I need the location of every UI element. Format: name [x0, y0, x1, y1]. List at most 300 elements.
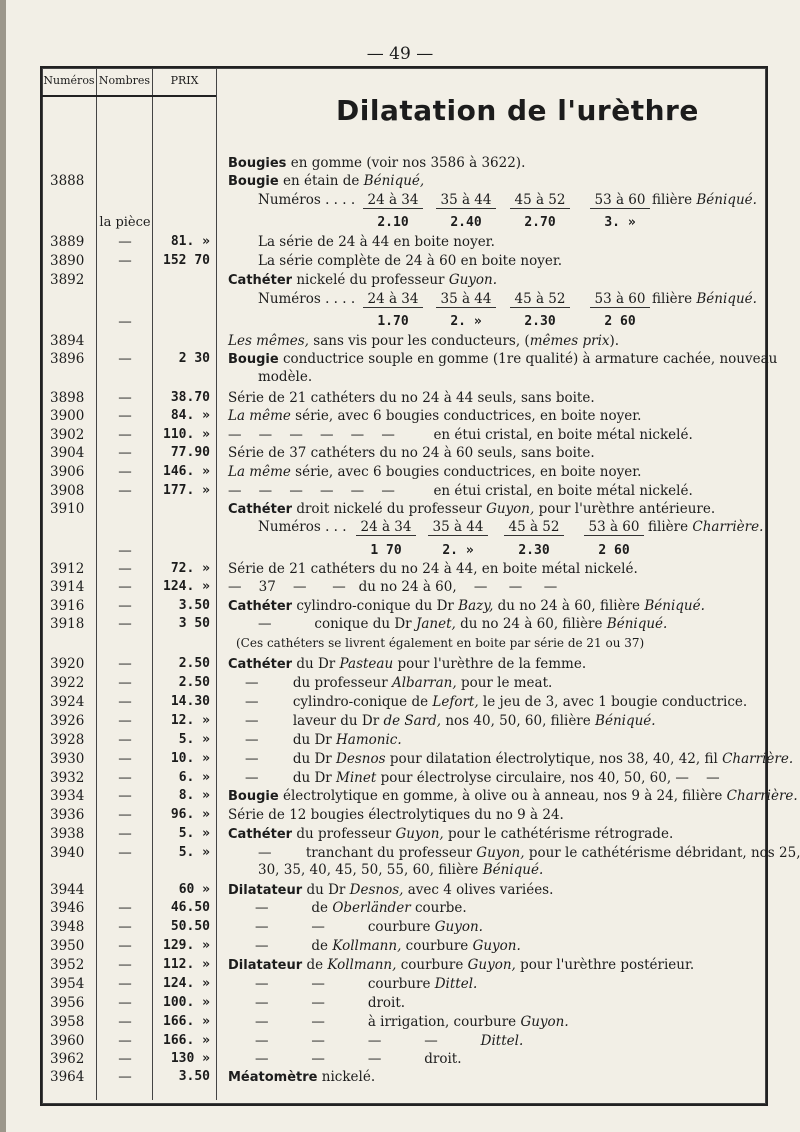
item-text: — — droit. [255, 995, 406, 1011]
item-text: modèle. [258, 369, 313, 385]
item-text: avec 4 olives variées. [403, 882, 554, 898]
item-italic: Hamonic. [336, 732, 402, 748]
item-price: 77.90 [170, 445, 210, 460]
size-col: 35 à 44 [436, 192, 496, 209]
size-price: 2. » [442, 543, 474, 558]
price-row [0, 314, 800, 332]
size-price: 1 70 [370, 543, 402, 558]
item-text: nickelé du professeur [292, 272, 449, 288]
item-number: 3946 [50, 900, 85, 916]
table-row [0, 862, 800, 880]
size-col: 45 à 52 [510, 291, 570, 308]
item-text: du professeur [292, 826, 396, 842]
item-count: — [118, 543, 132, 559]
table-row [0, 351, 800, 369]
item-price: 110. » [163, 427, 210, 442]
item-number: 3900 [50, 408, 85, 424]
item-number: 3940 [50, 845, 85, 861]
item-count: — [118, 1014, 132, 1030]
item-number: 3918 [50, 616, 85, 632]
item-text: du no 24 à 60, filière [455, 616, 607, 632]
size-col: 35 à 44 [428, 519, 488, 536]
item-text: en gomme (voir nos 3586 à 3622). [286, 155, 526, 171]
item-number: 3902 [50, 427, 85, 443]
size-tail: filière Charrière. [648, 519, 764, 535]
item-price: 177. » [163, 483, 210, 498]
item-count: — [118, 826, 132, 842]
table-row [0, 483, 800, 501]
size-price: 2.30 [518, 543, 550, 558]
item-count: — [118, 770, 132, 786]
item-text: courbure [401, 938, 473, 954]
item-name: Bougie [228, 789, 279, 804]
item-name: Cathéter [228, 827, 293, 842]
item-text: droit nickelé du professeur [292, 501, 487, 517]
item-price: 10. » [170, 751, 210, 766]
item-number: 3904 [50, 445, 85, 461]
item-text: pour électrolyse circulaire, nos 40, 50, 60, — — [376, 770, 720, 786]
item-name: Cathéter [228, 599, 293, 614]
item-price: 84. » [170, 408, 210, 423]
table-row [0, 656, 800, 674]
table-row [0, 501, 800, 519]
item-count: — [118, 995, 132, 1011]
item-price: 166. » [163, 1014, 210, 1029]
item-italic: Guyon. [472, 938, 521, 954]
size-price: 2.10 [377, 215, 409, 230]
item-name: Bougie [228, 352, 279, 367]
item-name: Cathéter [228, 657, 293, 672]
item-name: Bougie [228, 174, 279, 189]
item-text: — tranchant du professeur [258, 845, 477, 861]
item-count: — [118, 694, 132, 710]
item-number: 3962 [50, 1051, 85, 1067]
item-number: 3934 [50, 788, 85, 804]
item-text: — conique du Dr [258, 616, 416, 632]
size-col: 24 à 34 [363, 192, 423, 209]
item-text: — — — — [255, 1033, 481, 1049]
item-italic: Guyon. [434, 919, 483, 935]
size-col: 24 à 34 [356, 519, 416, 536]
item-text: pour l'urèthre postérieur. [515, 957, 695, 973]
item-price: 130 » [170, 1051, 210, 1066]
item-price: 50.50 [170, 919, 210, 934]
item-count: — [118, 483, 132, 499]
table-row [0, 445, 800, 463]
item-text: — — courbure [255, 976, 435, 992]
item-text: ). [609, 333, 620, 349]
table-row [0, 900, 800, 918]
item-text: du no 24 à 60, filière [493, 598, 645, 614]
table-row [0, 807, 800, 825]
item-count: — [118, 675, 132, 691]
item-price: 2.50 [178, 675, 210, 690]
item-count: — [118, 713, 132, 729]
item-italic: La même [228, 464, 291, 480]
item-number: 3960 [50, 1033, 85, 1049]
item-name: Méatomètre [228, 1070, 318, 1085]
item-name: Cathéter [228, 273, 293, 288]
item-italic: La même [228, 408, 291, 424]
item-italic: Pasteau [339, 656, 394, 672]
item-number: 3964 [50, 1069, 85, 1085]
item-price: 12. » [170, 713, 210, 728]
item-number: 3948 [50, 919, 85, 935]
item-number: 3910 [50, 501, 85, 517]
size-col: 35 à 44 [436, 291, 496, 308]
item-price: 14.30 [170, 694, 210, 709]
table-row [0, 369, 800, 387]
item-price: 166. » [163, 1033, 210, 1048]
size-tail: filière Béniqué. [652, 192, 757, 208]
item-count: — [118, 900, 132, 916]
item-number: 3956 [50, 995, 85, 1011]
table-row [0, 919, 800, 937]
item-text: Série de 12 bougies électrolytiques du no 9 à 24. [228, 807, 564, 823]
item-italic: Guyon. [520, 1014, 569, 1030]
size-price: 2.30 [524, 314, 556, 329]
item-text: — — courbure [255, 919, 435, 935]
item-text: de [302, 957, 328, 973]
size-label: Numéros . . . [258, 519, 347, 535]
item-text: — du Dr [245, 732, 337, 748]
item-count: — [118, 408, 132, 424]
item-price: 2.50 [178, 656, 210, 671]
table-row [0, 732, 800, 750]
size-col: 45 à 52 [510, 192, 570, 209]
item-text: — du Dr [245, 751, 337, 767]
item-text: cylindro-conique du Dr [292, 598, 459, 614]
item-count: — [118, 445, 132, 461]
table-row [0, 579, 800, 597]
item-italic: Bazy, [458, 598, 494, 614]
item-text: — du Dr [245, 770, 337, 786]
item-name: Dilatateur [228, 883, 303, 898]
item-count: — [118, 427, 132, 443]
item-italic: Charrière. [722, 751, 794, 767]
item-count: — [118, 938, 132, 954]
item-number: 3889 [50, 234, 85, 250]
item-text: — de [255, 900, 333, 916]
item-italic: Les mêmes, [228, 333, 309, 349]
item-text: nos 40, 50, 60, filière [441, 713, 596, 729]
item-italic: Guyon, [395, 826, 444, 842]
item-price: 152 70 [163, 253, 210, 268]
item-text: — du professeur [245, 675, 392, 691]
item-price: 5. » [178, 845, 210, 860]
item-italic: Béniqué. [644, 598, 705, 614]
item-text: La série de 24 à 44 en boite noyer. [258, 234, 495, 250]
item-name: Dilatateur [228, 958, 303, 973]
table-row [0, 788, 800, 806]
item-price: 3 50 [178, 616, 210, 631]
item-count: — [118, 807, 132, 823]
item-text: Série de 21 cathéters du no 24 à 44, en boite métal nickelé. [228, 561, 638, 577]
item-italic: Guyon. [448, 272, 498, 288]
item-price: 124. » [163, 976, 210, 991]
header-numeros: Numéros [43, 74, 95, 87]
item-italic: Dittel. [480, 1033, 524, 1049]
item-price: 129. » [163, 938, 210, 953]
price-row [0, 543, 800, 561]
item-price: 5. » [178, 732, 210, 747]
item-italic: Lefort, [432, 694, 479, 710]
table-row [0, 1069, 800, 1087]
item-text: Série de 21 cathéters du no 24 à 44 seuls, sans boite. [228, 390, 595, 406]
item-count: — [118, 1033, 132, 1049]
price-row [0, 215, 800, 233]
table-row [0, 675, 800, 693]
item-text: — laveur du Dr [245, 713, 384, 729]
item-text: pour l'urèthre antérieure. [534, 501, 716, 517]
item-italic: Desnos, [349, 882, 404, 898]
item-price: 6. » [178, 770, 210, 785]
item-number: 3888 [50, 173, 85, 189]
size-row [0, 291, 800, 309]
table-row [0, 938, 800, 956]
item-text: nickelé. [317, 1069, 376, 1085]
item-count: — [118, 751, 132, 767]
item-text: pour le cathétérisme rétrograde. [443, 826, 674, 842]
item-text: pour l'urèthre de la femme. [393, 656, 587, 672]
item-number: 3930 [50, 751, 85, 767]
page-title: Dilatation de l'urèthre [336, 94, 699, 127]
item-number: 3922 [50, 675, 85, 691]
item-count: — [118, 1051, 132, 1067]
item-italic: Kollmann, [332, 938, 402, 954]
table-row [0, 253, 800, 271]
item-price: 124. » [163, 579, 210, 594]
item-text: courbe. [410, 900, 467, 916]
item-text: sans vis pour les conducteurs, ( [308, 333, 530, 349]
table-row [0, 1014, 800, 1032]
item-price: 2 30 [178, 351, 210, 366]
item-number: 3898 [50, 390, 85, 406]
item-italic: Janet, [415, 616, 456, 632]
table-row [0, 333, 800, 351]
item-text: — 37 — — du no 24 à 60, — — — [228, 579, 558, 595]
item-number: 3954 [50, 976, 85, 992]
item-note: (Ces cathéters se livrent également en boite par série de 21 ou 37) [236, 636, 645, 650]
item-count: — [118, 314, 132, 330]
table-row [0, 1033, 800, 1051]
item-count: — [118, 976, 132, 992]
item-number: 3926 [50, 713, 85, 729]
size-price: 1.70 [377, 314, 409, 329]
item-italic: Guyon, [467, 957, 516, 973]
table-row [0, 155, 800, 173]
item-price: 3.50 [178, 598, 210, 613]
item-number: 3894 [50, 333, 85, 349]
item-italic: Béniqué. [482, 862, 544, 878]
item-number: 3944 [50, 882, 85, 898]
table-row [0, 464, 800, 482]
item-count: — [118, 919, 132, 935]
item-number: 3958 [50, 1014, 85, 1030]
item-text: — — à irrigation, courbure [255, 1014, 521, 1030]
item-italic: Oberländer [332, 900, 411, 916]
table-row [0, 390, 800, 408]
item-text: — — — — — — en étui cristal, en boite métal nickelé. [228, 483, 693, 499]
item-number: 3890 [50, 253, 85, 269]
item-italic: Minet [336, 770, 377, 786]
table-row [0, 882, 800, 900]
item-italic: Béniqué. [595, 713, 656, 729]
item-italic: Guyon, [476, 845, 525, 861]
table-row [0, 1051, 800, 1069]
table-row [0, 272, 800, 290]
item-text: Série de 37 cathéters du no 24 à 60 seuls, sans boite. [228, 445, 595, 461]
item-count: — [118, 351, 132, 367]
note-row [0, 636, 800, 654]
table-row [0, 616, 800, 634]
size-label: Numéros . . . . [258, 291, 356, 307]
item-text: — cylindro-conique de [245, 694, 433, 710]
item-italic: Guyon, [486, 501, 535, 517]
item-count: — [118, 598, 132, 614]
item-name: Bougies [228, 156, 287, 171]
table-row [0, 427, 800, 445]
item-text: — — — — — — en étui cristal, en boite métal nickelé. [228, 427, 693, 443]
item-number: 3908 [50, 483, 85, 499]
size-col: 53 à 60 [584, 519, 644, 536]
page-number: — 49 — [366, 44, 434, 64]
item-price: 60 » [178, 882, 210, 897]
item-number: 3892 [50, 272, 85, 288]
item-italic: mêmes prix [529, 333, 610, 349]
unit-label: la pièce [99, 215, 151, 230]
size-col: 53 à 60 [590, 291, 650, 308]
item-price: 96. » [170, 807, 210, 822]
item-count: — [118, 957, 132, 973]
item-text: pour dilatation électrolytique, nos 38, 40, 42, fil [385, 751, 723, 767]
item-price: 146. » [163, 464, 210, 479]
item-number: 3928 [50, 732, 85, 748]
item-count: — [118, 234, 132, 250]
item-text: pour le cathétérisme débridant, nos 25, [524, 845, 800, 861]
item-count: — [118, 390, 132, 406]
table-row [0, 408, 800, 426]
item-text: La série complète de 24 à 60 en boite noyer. [258, 253, 563, 269]
table-row [0, 826, 800, 844]
size-row [0, 192, 800, 210]
item-italic: Charrière. [726, 788, 798, 804]
size-price: 2.70 [524, 215, 556, 230]
item-count: — [118, 616, 132, 632]
item-italic: de Sard, [383, 713, 442, 729]
item-number: 3938 [50, 826, 85, 842]
item-text: série, avec 6 bougies conductrices, en boite noyer. [290, 408, 642, 424]
item-price: 46.50 [170, 900, 210, 915]
table-row [0, 976, 800, 994]
size-label: Numéros . . . . [258, 192, 356, 208]
item-text: 30, 35, 40, 45, 50, 55, 60, filière [258, 862, 483, 878]
table-row [0, 561, 800, 579]
size-col: 24 à 34 [363, 291, 423, 308]
item-count: — [118, 845, 132, 861]
item-count: — [118, 656, 132, 672]
table-row [0, 751, 800, 769]
item-price: 38.70 [170, 390, 210, 405]
item-price: 8. » [178, 788, 210, 803]
item-italic: Béniqué, [363, 173, 425, 189]
item-number: 3916 [50, 598, 85, 614]
item-number: 3936 [50, 807, 85, 823]
item-number: 3912 [50, 561, 85, 577]
item-number: 3906 [50, 464, 85, 480]
item-italic: Béniqué. [606, 616, 668, 632]
table-row [0, 995, 800, 1013]
table-row [0, 173, 800, 191]
item-count: — [118, 1069, 132, 1085]
header-prix: PRIX [170, 74, 199, 87]
item-name: Cathéter [228, 502, 293, 517]
item-price: 3.50 [178, 1069, 210, 1084]
item-text: courbure [396, 957, 468, 973]
item-number: 3896 [50, 351, 85, 367]
item-text: du Dr [292, 656, 340, 672]
table-row [0, 713, 800, 731]
item-price: 81. » [170, 234, 210, 249]
item-text: conductrice souple en gomme (1re qualité) à armature cachée, nouveau [278, 351, 778, 367]
item-text: le jeu de 3, avec 1 bougie conductrice. [478, 694, 748, 710]
size-row [0, 519, 800, 537]
table-row [0, 598, 800, 616]
size-col: 53 à 60 [590, 192, 650, 209]
item-count: — [118, 464, 132, 480]
item-italic: Desnos [336, 751, 386, 767]
item-number: 3920 [50, 656, 85, 672]
item-count: — [118, 732, 132, 748]
size-col: 45 à 52 [504, 519, 564, 536]
item-text: du Dr [302, 882, 350, 898]
item-price: 5. » [178, 826, 210, 841]
table-row [0, 845, 800, 863]
item-count: — [118, 579, 132, 595]
table-row [0, 770, 800, 788]
size-price: 2.40 [450, 215, 482, 230]
item-count: — [118, 561, 132, 577]
item-count: — [118, 253, 132, 269]
item-text: électrolytique en gomme, à olive ou à anneau, nos 9 à 24, filière [278, 788, 727, 804]
size-price: 2 60 [598, 543, 630, 558]
item-text: en étain de [278, 173, 364, 189]
item-italic: Dittel. [434, 976, 478, 992]
table-row [0, 234, 800, 252]
size-price: 2 60 [604, 314, 636, 329]
header-rule [42, 95, 216, 97]
item-text: pour le meat. [456, 675, 553, 691]
item-price: 100. » [163, 995, 210, 1010]
item-italic: Albarran, [391, 675, 457, 691]
item-price: 112. » [163, 957, 210, 972]
item-price: 72. » [170, 561, 210, 576]
item-number: 3950 [50, 938, 85, 954]
header-nombres: Nombres [98, 74, 151, 87]
size-price: 3. » [604, 215, 636, 230]
item-text: — de [255, 938, 333, 954]
size-price: 2. » [450, 314, 482, 329]
table-row [0, 957, 800, 975]
item-count: — [118, 788, 132, 804]
item-italic: Kollmann, [327, 957, 397, 973]
size-tail: filière Béniqué. [652, 291, 757, 307]
table-row [0, 694, 800, 712]
item-number: 3924 [50, 694, 85, 710]
item-number: 3914 [50, 579, 85, 595]
item-text: — — — droit. [255, 1051, 462, 1067]
item-number: 3932 [50, 770, 85, 786]
